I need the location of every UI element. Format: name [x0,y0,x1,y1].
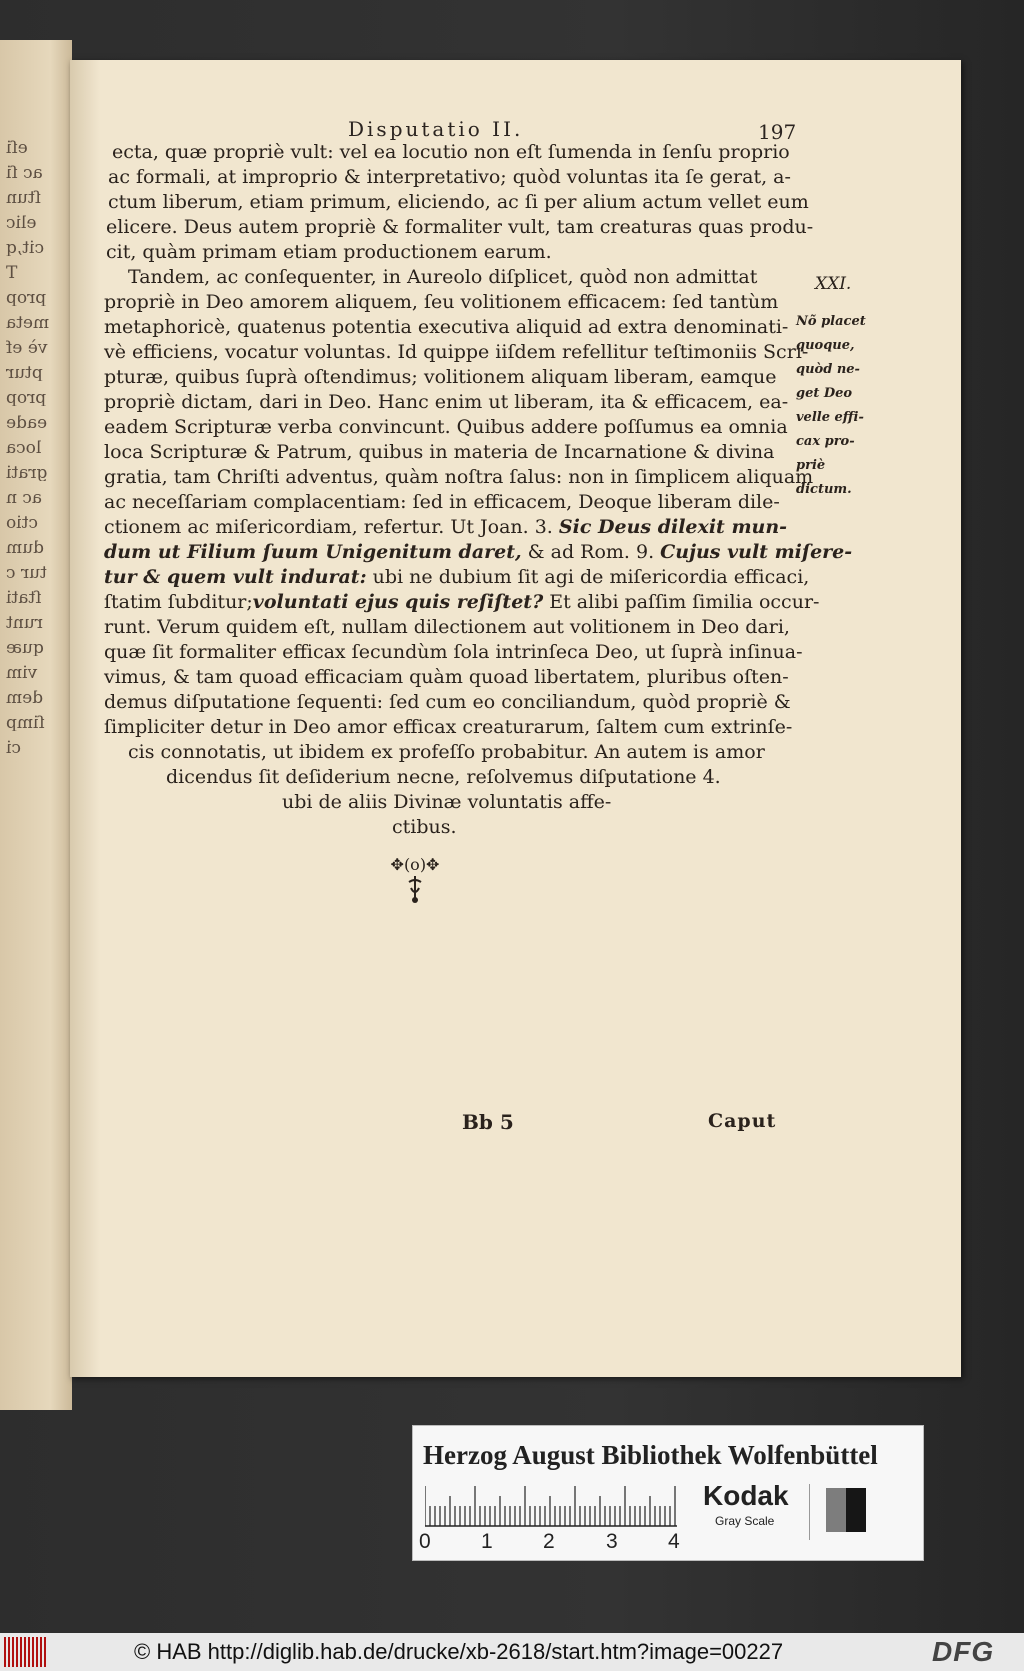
margin-note [796,310,886,502]
left-page-line: quæ [6,638,44,656]
left-page-line: ci [6,738,21,756]
text-line: ecta, quæ propriè vult: vel ea locutio non eſt ſumenda in ſenſu proprio [112,141,790,163]
text-line: Tandem, ac conſequenter, in Aureolo diſplicet, quòd non admittat [128,266,758,288]
left-neighbor-page [0,40,72,1410]
fleuron-icon [405,874,425,904]
left-page-line: prop [6,388,47,406]
text-line: vè efficiens, vocatur voluntas. Id quippe iiſdem refellitur teſtimoniis Scri- [104,341,809,363]
text-line: cit, quàm primam etiam productionem earum. [106,241,552,263]
copyright-link[interactable]: © HAB http://diglib.hab.de/drucke/xb-2618/start.htm?image=00227 [134,1639,784,1664]
left-page-line: prop [6,288,47,306]
text-line: cis connotatis, ut ibidem ex profeſſo probabitur. An autem is amor [128,741,765,763]
catchword: Caput [708,1110,777,1132]
text-segment: & ad Rom. 9. [527,541,655,563]
gray-swatch [826,1488,846,1532]
text-line: ubi de aliis Divinæ voluntatis affe- [282,791,612,813]
running-header: Disputatio II. [348,117,524,141]
left-page-line: cit,q [6,238,45,256]
text-line: ctibus. [392,816,457,838]
text-line: ac neceſſariam complacentiam: ſed in efficacem, Deoque liberam dile- [104,491,780,513]
left-page-line: vim [6,663,38,681]
text-segment: Et alibi paſſim ſimilia occur- [549,591,820,613]
italic-quote: Cujus vult miſere- [660,541,853,563]
left-page-line: ptur [6,363,43,381]
left-page-line: dem [6,688,44,706]
left-page-line: ac n [6,488,43,506]
signature-mark: Bb 5 [462,1110,514,1134]
text-line: vimus, & tam quoad efficaciam quàm quoad libertatem, pluribus oſten- [104,666,789,688]
page-number: 197 [758,120,797,144]
left-page-line: runt [6,613,43,631]
text-line [104,542,852,562]
left-page-line: ſimp [6,713,45,731]
scale-label: 2 [543,1530,555,1553]
text-segment: ſtatim ſubditur; [104,591,253,613]
text-line: elicere. Deus autem propriè & formaliter vult, tam creaturas quas produ- [106,216,814,238]
left-page-line: ſtun [6,188,42,206]
text-line: ac formali, at improprio & interpretativo; quòd voluntas ita ſe gerat, a- [108,166,791,188]
text-line: ctum liberum, etiam primum, eliciendo, ac ſi per alium actum vellet eum [108,191,809,213]
italic-quote: dum ut Filium ſuum Unigenitum daret, [104,541,522,563]
italic-quote: Sic Deus dilexit mun- [558,516,788,538]
margin-note-line: dictum. [796,482,852,497]
dfg-logo: DFG [932,1636,995,1667]
barcode-icon [4,1637,48,1667]
text-line: metaphoricè, quatenus potentia executiva aliquid ad extra denominati- [104,316,789,338]
left-page-line: eade [6,413,48,431]
library-title: Herzog August Bibliothek Wolfenbüttel [423,1440,878,1470]
left-page-line: tur c [6,563,47,581]
ruler-scale [425,1486,677,1528]
left-page-line: loca [6,438,42,456]
margin-note-line: cax pro- [796,434,855,449]
text-line: quæ ſit formaliter efficax ſecundùm ſola intrinſeca Deo, ut ſuprà inſinua- [104,641,803,663]
footer-bar [0,1633,1024,1671]
left-page-line: eſi [6,138,28,156]
text-line: dicendus ſit deſiderium necne, reſolvemus diſputatione 4. [166,766,721,788]
text-line: propriè dictam, dari in Deo. Hanc enim ut liberam, ita & efficacem, ea- [104,391,789,413]
color-scale-card [412,1425,924,1561]
text-line: ſimpliciter detur in Deo amor efficax creaturarum, ſaltem cum extrinſe- [104,716,793,738]
margin-note-line: get Deo [796,386,853,401]
text-segment: ubi ne dubium ſit agi de miſericordia efficaci, [372,566,810,588]
card-divider [809,1484,810,1540]
margin-note-line: Nõ placet [796,314,866,329]
text-line: propriè in Deo amorem aliquem, ſeu volitionem efficacem: ſed tantùm [104,291,779,313]
text-line [104,567,809,587]
text-line: runt. Verum quidem eſt, nullam dilectionem aut volitionem in Deo dari, [104,616,790,638]
scale-label: 3 [606,1530,618,1553]
left-page-line: grati [6,463,48,481]
text-line [104,517,787,537]
left-page-line: T [6,263,18,281]
kodak-logo: Kodak [703,1480,789,1511]
ornament-text: ✥(o)✥ [390,855,440,874]
text-segment: ctionem ac miſericordiam, refertur. Ut Joan. 3. [104,516,553,538]
scale-label: 0 [419,1530,431,1553]
margin-note-line: quoque, [796,338,855,353]
text-line: demus diſputatione ſequenti: ſed cum eo conciliandum, quòd propriè & [104,691,791,713]
black-swatch [846,1488,866,1532]
text-line: eadem Scripturæ verba convincunt. Quibus addere poſſumus ea omnia [104,416,788,438]
italic-quote: voluntati ejus quis reſiſtet? [252,591,544,613]
left-page-line: ſtati [6,588,42,606]
left-page-line: vè ef [6,338,48,356]
margin-note-line: velle effi- [796,410,864,425]
margin-note-line: priè [796,458,826,473]
text-line: loca Scripturæ & Patrum, quibus in materia de Incarnatione & divina [104,441,775,463]
section-number: XXI. [815,274,852,294]
text-line [104,592,819,612]
text-line: gratia, tam Chriſti adventus, quàm noſtra ſalus: non in ſimplicem aliquam [104,466,814,488]
margin-note-line: quòd ne- [796,362,860,377]
left-page-line: dum [6,538,44,556]
scale-label: 1 [481,1530,493,1553]
italic-quote: tur & quem vult indurat: [104,566,367,588]
left-page-line: ac ſi [6,163,43,181]
scale-label: 4 [668,1530,680,1553]
left-page-line: elic [6,213,37,231]
book-page [70,60,961,1377]
left-page-line: meta [6,313,50,331]
left-page-line: ctio [6,513,39,531]
ornament [370,855,460,908]
text-line: pturæ, quibus ſuprà oſtendimus; volitionem aliquam liberam, eamque [104,366,777,388]
grayscale-label: Gray Scale [715,1514,775,1528]
